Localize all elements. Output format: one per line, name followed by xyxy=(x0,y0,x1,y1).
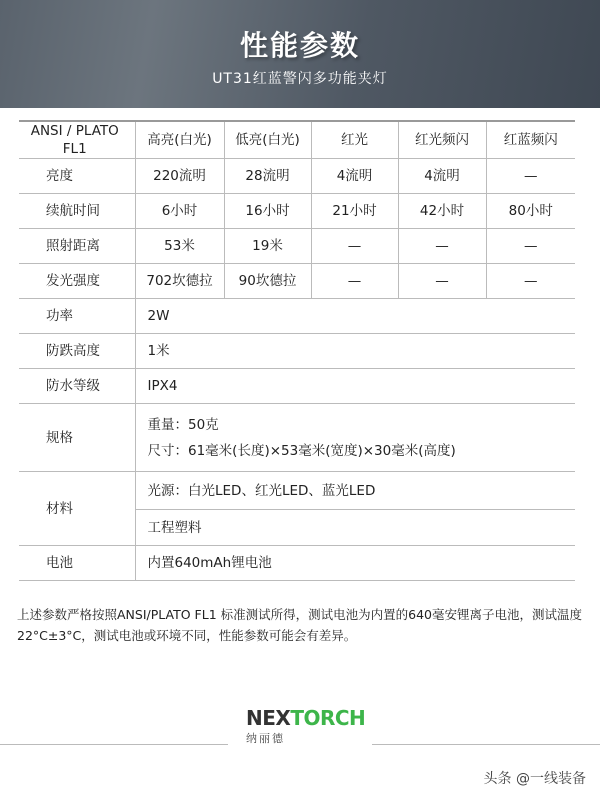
table-row-waterproof xyxy=(19,369,575,404)
table-row xyxy=(19,194,575,229)
table-cell: 21小时 xyxy=(311,194,398,229)
table-header-row xyxy=(19,121,575,159)
column-header: 红光频闪 xyxy=(398,121,486,159)
table-row xyxy=(19,264,575,299)
table-cell: 光源：白光LED、红光LED、蓝光LED xyxy=(135,472,575,510)
row-label: 防水等级 xyxy=(19,369,135,404)
brand-logo xyxy=(0,703,600,743)
table-cell: — xyxy=(398,229,486,264)
row-label: 照射距离 xyxy=(19,229,135,264)
spec-size: 尺寸：61毫米(长度)×53毫米(宽度)×30毫米(高度) xyxy=(147,442,456,459)
table-cell: 4流明 xyxy=(311,159,398,194)
logo-torch: TORCH xyxy=(290,706,366,730)
column-header: ANSI / PLATO FL1 xyxy=(19,121,135,159)
column-header: 高亮(白光) xyxy=(135,121,224,159)
table-cell: 53米 xyxy=(135,229,224,264)
table-cell: 16小时 xyxy=(224,194,311,229)
table-cell: 6小时 xyxy=(135,194,224,229)
table-cell: 80小时 xyxy=(486,194,575,229)
header-banner xyxy=(0,0,600,108)
table-cell xyxy=(135,404,575,472)
logo-nex: NEX xyxy=(246,706,291,730)
row-label: 电池 xyxy=(19,546,135,581)
table-cell: 28流明 xyxy=(224,159,311,194)
watermark: 头条 @一线装备 xyxy=(483,771,586,787)
row-label: 规格 xyxy=(19,404,135,472)
table-cell: 42小时 xyxy=(398,194,486,229)
table-cell: 内置640mAh锂电池 xyxy=(135,546,575,581)
table-cell: — xyxy=(486,159,575,194)
table-row-power xyxy=(19,299,575,334)
divider xyxy=(372,744,600,745)
spec-table xyxy=(19,120,575,581)
table-cell: 702坎德拉 xyxy=(135,264,224,299)
row-label: 防跌高度 xyxy=(19,334,135,369)
table-cell: 2W xyxy=(135,299,575,334)
row-label: 功率 xyxy=(19,299,135,334)
table-cell: 1米 xyxy=(135,334,575,369)
table-cell: — xyxy=(311,264,398,299)
table-row-material xyxy=(19,472,575,510)
logo-wordmark xyxy=(246,706,365,730)
table-cell: 4流明 xyxy=(398,159,486,194)
table-row xyxy=(19,159,575,194)
divider xyxy=(0,744,228,745)
row-label: 发光强度 xyxy=(19,264,135,299)
page-title: 性能参数 xyxy=(239,29,360,62)
spec-weight: 重量：50克 xyxy=(147,416,219,433)
row-label: 亮度 xyxy=(19,159,135,194)
page-subtitle: UT31红蓝警闪多功能夹灯 xyxy=(212,71,388,87)
test-note: 上述参数严格按照ANSI/PLATO FL1 标准测试所得，测试电池为内置的640毫安锂离子电池，测试温度22°C±3°C，测试电池或环境不同，性能参数可能会有差异。 xyxy=(17,607,582,643)
table-cell: — xyxy=(398,264,486,299)
column-header: 红蓝频闪 xyxy=(486,121,575,159)
table-row-battery xyxy=(19,546,575,581)
table-cell: 19米 xyxy=(224,229,311,264)
table-cell: — xyxy=(486,229,575,264)
row-label: 材料 xyxy=(19,472,135,546)
table-cell: — xyxy=(311,229,398,264)
table-cell: 工程塑料 xyxy=(135,510,575,546)
table-row-drop xyxy=(19,334,575,369)
logo-chinese: 纳丽德 xyxy=(246,732,285,745)
column-header: 低亮(白光) xyxy=(224,121,311,159)
table-cell: IPX4 xyxy=(135,369,575,404)
table-cell: 90坎德拉 xyxy=(224,264,311,299)
table-cell: 220流明 xyxy=(135,159,224,194)
table-row xyxy=(19,229,575,264)
table-cell: — xyxy=(486,264,575,299)
row-label: 续航时间 xyxy=(19,194,135,229)
table-row-spec xyxy=(19,404,575,472)
column-header: 红光 xyxy=(311,121,398,159)
